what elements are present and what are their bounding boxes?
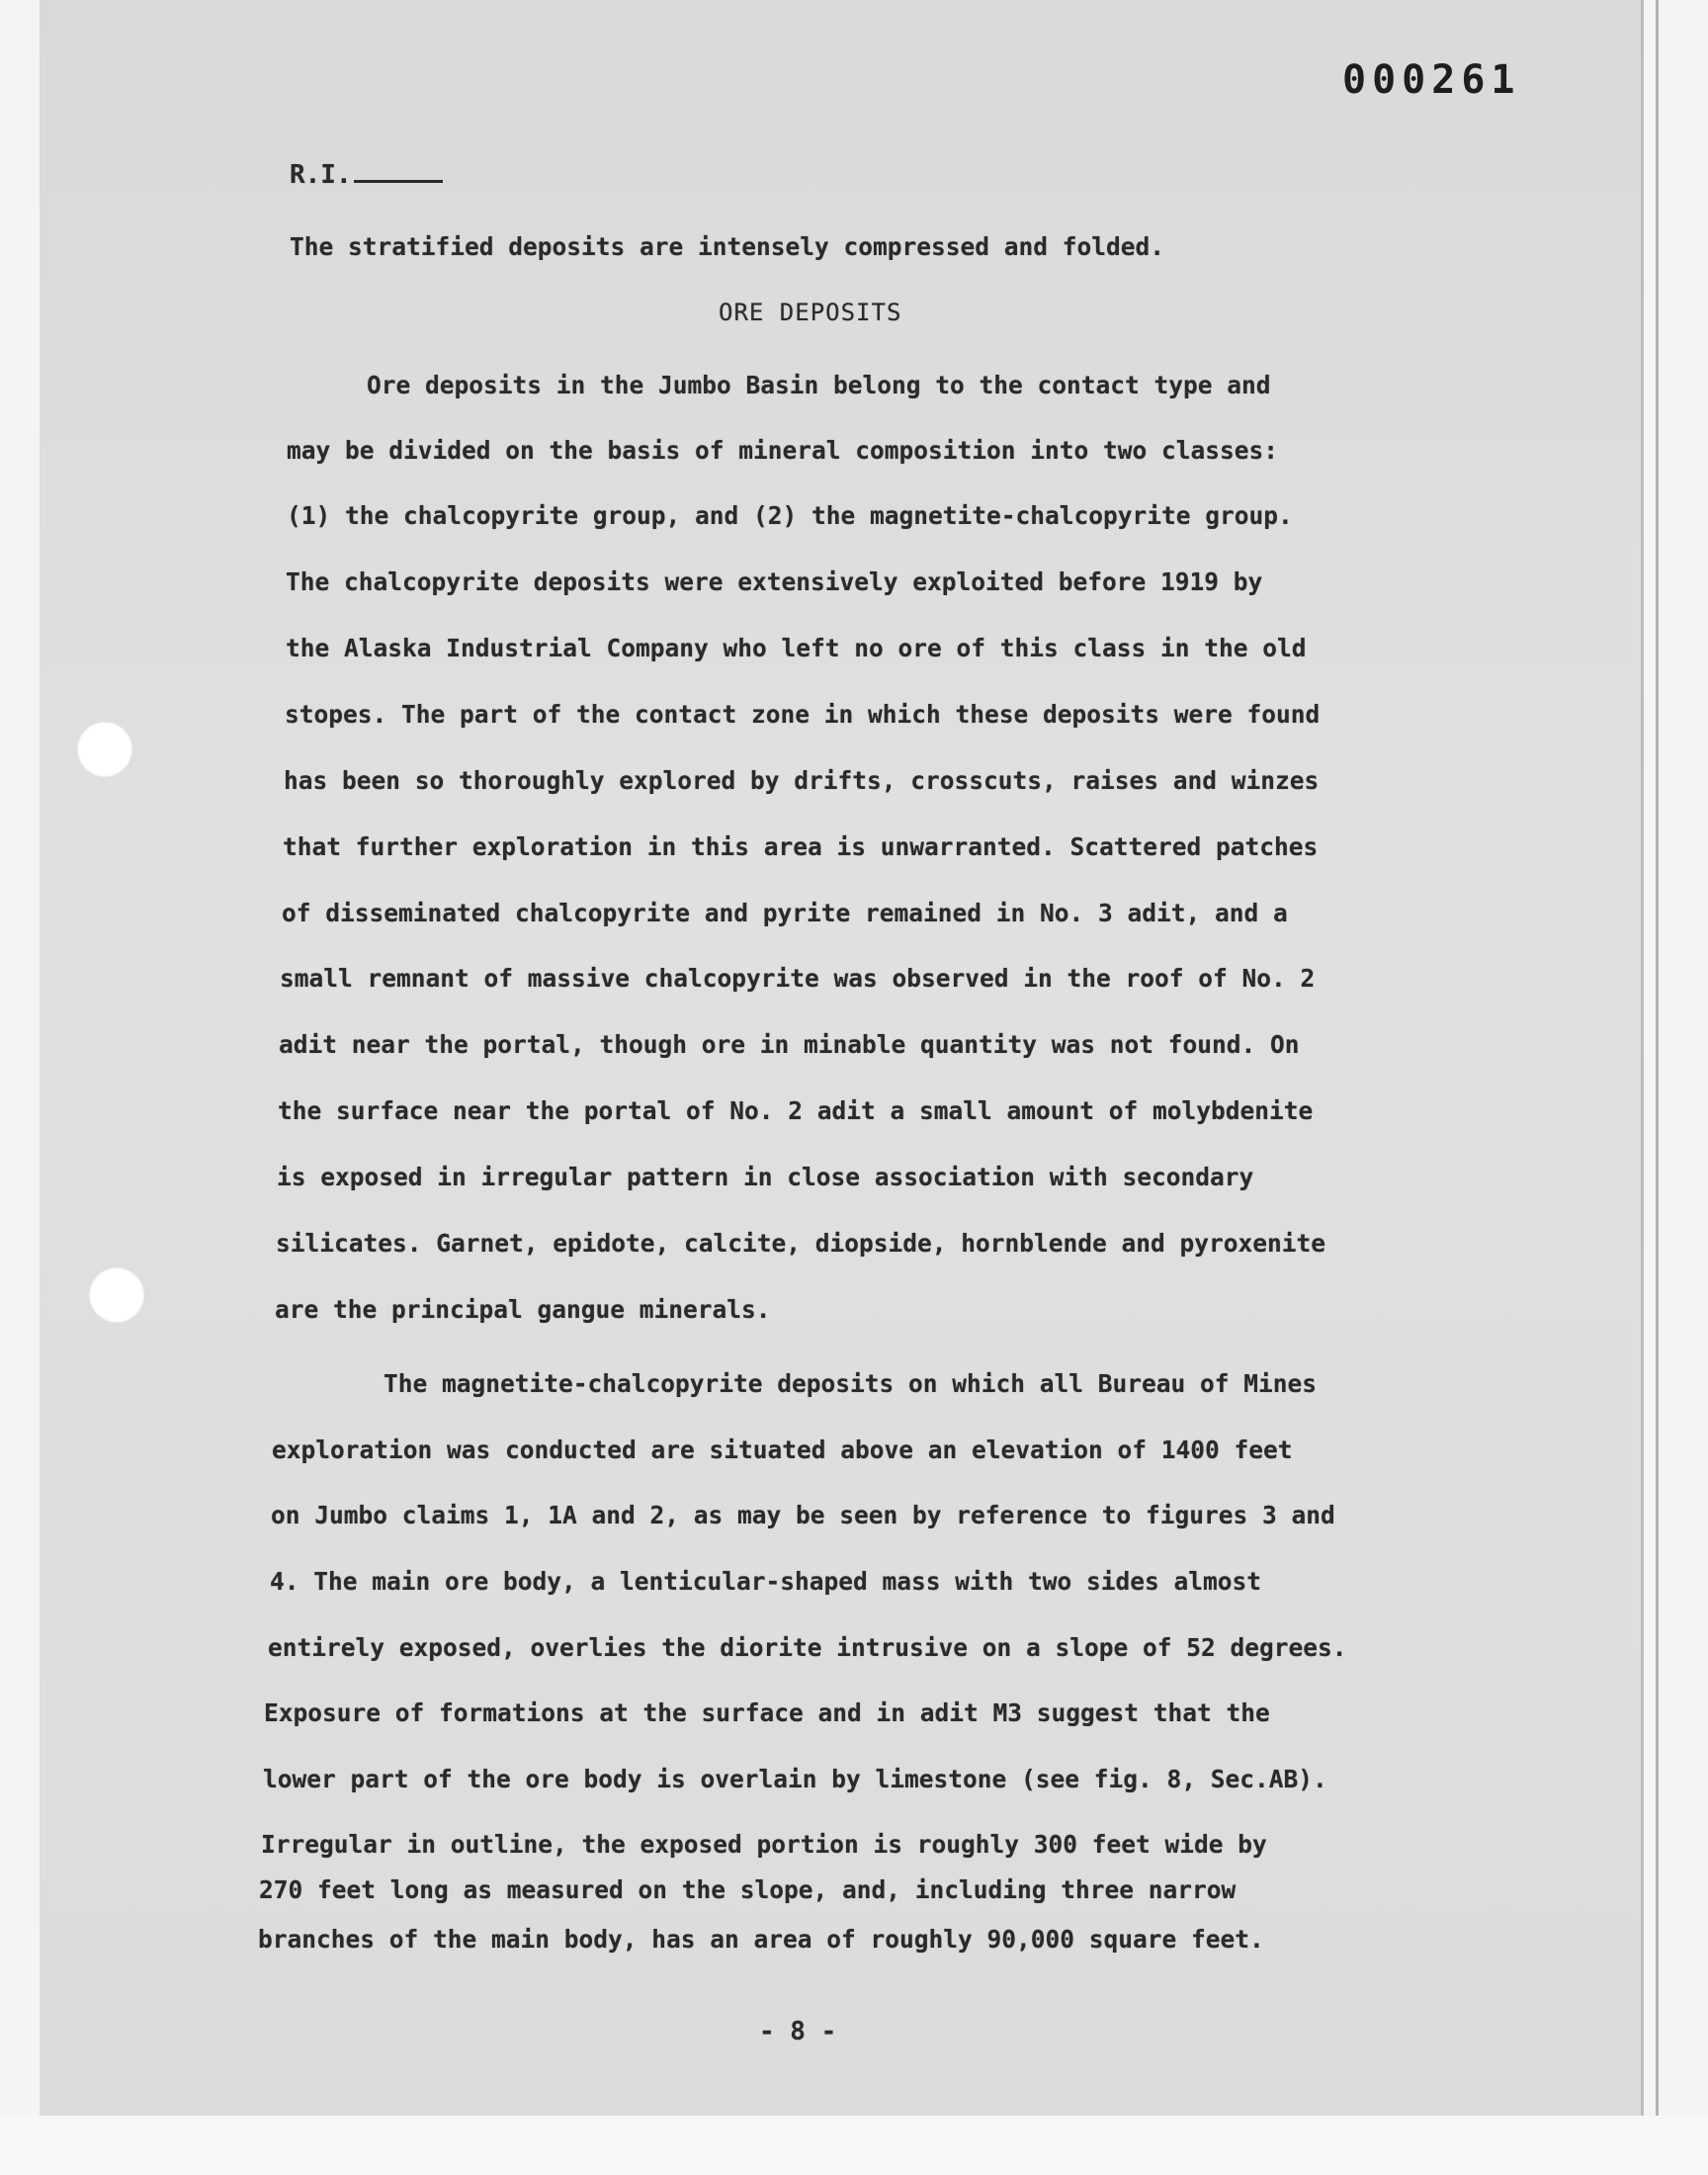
text-line: Exposure of formations at the surface and in adit M3 suggest that the bbox=[264, 1698, 1270, 1727]
text-line: 4. The main ore body, a lenticular-shaped mass with two sides almost bbox=[270, 1567, 1262, 1596]
report-label-text: R.I. bbox=[290, 160, 352, 190]
text-line: The magnetite-chalcopyrite deposits on which all Bureau of Mines bbox=[384, 1369, 1318, 1398]
page-edge bbox=[1656, 0, 1659, 2135]
text-line: exploration was conducted are situated above an elevation of 1400 feet bbox=[272, 1436, 1293, 1464]
text-line: adit near the portal, though ore in minable quantity was not found. On bbox=[279, 1030, 1300, 1059]
text-line: on Jumbo claims 1, 1A and 2, as may be seen by reference to figures 3 and bbox=[271, 1501, 1335, 1529]
text-line: stopes. The part of the contact zone in which these deposits were found bbox=[285, 700, 1321, 729]
text-line: lower part of the ore body is overlain by limestone (see fig. 8, Sec.AB). bbox=[263, 1765, 1327, 1793]
text-line: that further exploration in this area is unwarranted. Scattered patches bbox=[283, 832, 1319, 861]
punch-hole bbox=[77, 722, 132, 777]
text-line: entirely exposed, overlies the diorite intrusive on a slope of 52 degrees. bbox=[268, 1633, 1347, 1662]
document-number: 000261 bbox=[1342, 57, 1521, 103]
text-line: has been so thoroughly explored by drifts, crosscuts, raises and winzes bbox=[284, 766, 1320, 795]
section-heading: ORE DEPOSITS bbox=[719, 299, 902, 326]
text-line: silicates. Garnet, epidote, calcite, diopside, hornblende and pyroxenite bbox=[276, 1229, 1326, 1258]
text-line: small remnant of massive chalcopyrite was observed in the roof of No. 2 bbox=[280, 964, 1316, 993]
text-line: The chalcopyrite deposits were extensively exploited before 1919 by bbox=[286, 567, 1263, 596]
text-line: Ore deposits in the Jumbo Basin belong to the contact type and bbox=[367, 371, 1271, 399]
punch-hole bbox=[89, 1267, 144, 1323]
report-number-blank bbox=[354, 180, 443, 183]
report-label bbox=[290, 160, 443, 190]
text-line: Irregular in outline, the exposed portion is roughly 300 feet wide by bbox=[261, 1830, 1267, 1859]
text-line: The stratified deposits are intensely compressed and folded. bbox=[290, 232, 1165, 261]
page-number: - 8 - bbox=[759, 2017, 837, 2046]
text-line: are the principal gangue minerals. bbox=[275, 1295, 771, 1324]
text-line: the Alaska Industrial Company who left no ore of this class in the old bbox=[286, 634, 1307, 662]
text-line: 270 feet long as measured on the slope, and, including three narrow bbox=[259, 1875, 1237, 1904]
text-line: is exposed in irregular pattern in close association with secondary bbox=[277, 1163, 1254, 1191]
scan-bottom-margin bbox=[0, 2116, 1708, 2175]
text-line: the surface near the portal of No. 2 adit a small amount of molybdenite bbox=[278, 1096, 1314, 1125]
text-line: may be divided on the basis of mineral composition into two classes: bbox=[287, 436, 1279, 465]
text-line: (1) the chalcopyrite group, and (2) the magnetite-chalcopyrite group. bbox=[287, 501, 1293, 530]
text-line: branches of the main body, has an area of roughly 90,000 square feet. bbox=[258, 1925, 1264, 1954]
text-line: of disseminated chalcopyrite and pyrite remained in No. 3 adit, and a bbox=[282, 899, 1288, 927]
